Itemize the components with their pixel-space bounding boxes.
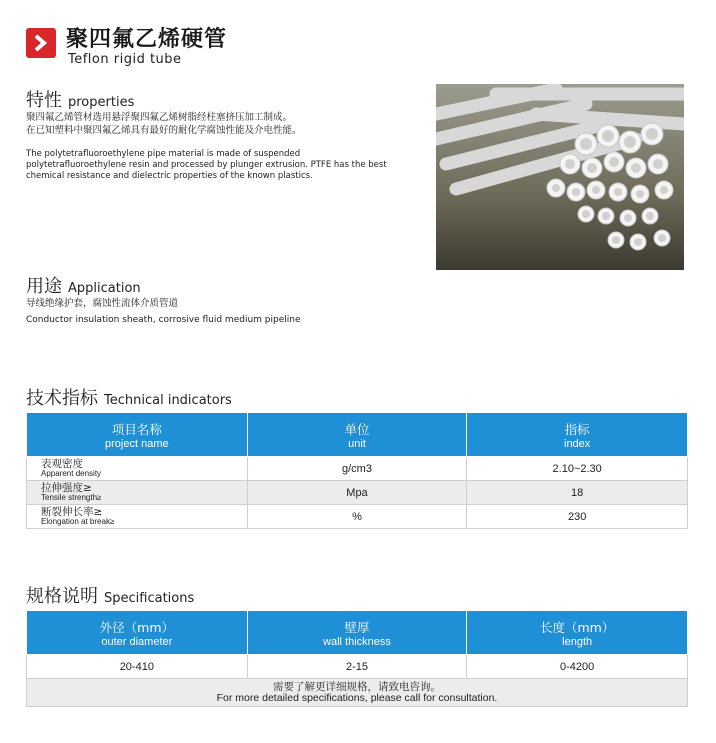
row-unit: g/cm3 (247, 457, 467, 481)
col-header-outer-diameter: 外径（mm） outer diameter (27, 611, 248, 655)
table-note-row (27, 679, 688, 707)
col-header-index: 指标 index (467, 413, 688, 457)
properties-heading: 特性 properties (26, 90, 135, 111)
table-row (27, 457, 688, 481)
row-name: 断裂伸长率≥ Elongation at break≥ (27, 505, 248, 529)
properties-desc-en: The polytetrafluoroethylene pipe material is made of suspended polytetrafluoroethylene resin and processed by plunger extrusion. PTFE has the best chemical resistance and dielectric properties of the known plastics. (26, 149, 387, 181)
col-header-length: 长度（mm） length (467, 611, 688, 655)
outer-diameter-value: 20-410 (27, 655, 248, 679)
col-header-wall-thickness: 壁厚 wall thickness (247, 611, 467, 655)
row-unit: % (247, 505, 467, 529)
page-subtitle: Teflon rigid tube (68, 52, 182, 67)
table-header-row (27, 611, 688, 655)
technical-heading: 技术指标 Technical indicators (26, 388, 232, 409)
technical-table (26, 412, 688, 529)
col-header-unit: 单位 unit (247, 413, 467, 457)
row-name: 拉伸强度≥ Tensile strength≥ (27, 481, 248, 505)
application-heading: 用途 Application (26, 276, 141, 297)
col-header-project-name: 项目名称 project name (27, 413, 248, 457)
consultation-note: 需要了解更详细规格，请致电咨询。 For more detailed specifications, please call for consultation. (27, 679, 688, 707)
chevron-right-icon (26, 28, 56, 58)
page-title: 聚四氟乙烯硬管 (66, 27, 228, 52)
length-value: 0-4200 (467, 655, 688, 679)
table-row (27, 481, 688, 505)
row-index: 18 (467, 481, 688, 505)
table-row (27, 505, 688, 529)
specifications-heading: 规格说明 Specifications (26, 586, 195, 607)
properties-desc-cn: 聚四氟乙烯管材选用悬浮聚四氟乙烯树脂经柱塞挤压加工制成。 在已知塑料中聚四氟乙烯具有最好的耐化学腐蚀性能及介电性能。 (26, 112, 302, 136)
table-header-row (27, 413, 688, 457)
row-index: 2.10~2.30 (467, 457, 688, 481)
specifications-table (26, 610, 688, 707)
row-name: 表观密度 Apparent density (27, 457, 248, 481)
row-unit: Mpa (247, 481, 467, 505)
row-index: 230 (467, 505, 688, 529)
product-photo (436, 84, 684, 270)
table-row (27, 655, 688, 679)
application-desc-en: Conductor insulation sheath, corrosive fluid medium pipeline (26, 315, 301, 325)
application-desc-cn: 导线绝缘护套，腐蚀性流体介质管道 (26, 298, 179, 309)
wall-thickness-value: 2-15 (247, 655, 467, 679)
